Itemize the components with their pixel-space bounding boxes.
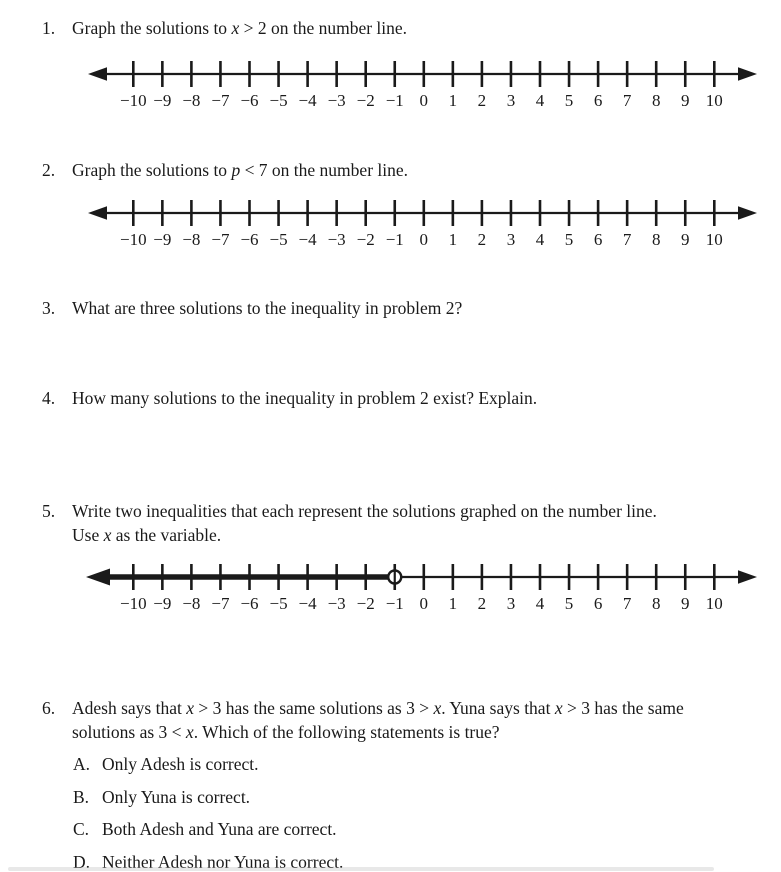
choice-d-label: D. — [73, 852, 91, 872]
problem-5-text-segment: Use — [72, 525, 104, 545]
tick-label: −4 — [298, 594, 317, 613]
tick-label: −6 — [240, 91, 259, 110]
problem-6-text-segment: > 3 has the same — [562, 698, 684, 718]
tick-label: 1 — [448, 91, 458, 110]
problem-2 — [42, 158, 758, 182]
problem-2-text-segment: Graph the solutions to — [72, 160, 232, 180]
problem-5-text-segment: Write two inequalities that each represent the solutions graphed on the number line. — [72, 501, 657, 521]
tick-label: 8 — [651, 594, 661, 613]
tick-label: −8 — [182, 91, 201, 110]
problem-2-variable: p — [231, 160, 241, 180]
problem-6-text-segment: Adesh says that — [72, 698, 187, 718]
problem-1-text-segment: > 2 on the number line. — [239, 18, 408, 38]
problem-6-text-segment: solutions as 3 < — [72, 722, 186, 742]
right-arrowhead — [738, 206, 757, 220]
problem-6-text-segment: . Yuna says that — [441, 698, 555, 718]
tick-label: −3 — [327, 91, 346, 110]
problem-1-text-segment: Graph the solutions to — [72, 18, 232, 38]
tick-label: 5 — [564, 594, 574, 613]
choice-a-label: A. — [73, 754, 91, 774]
tick-label: 4 — [535, 91, 545, 110]
tick-label: −1 — [385, 594, 404, 613]
solution-ray-arrowhead — [86, 569, 110, 586]
tick-label: 8 — [651, 230, 661, 249]
tick-label: 5 — [564, 230, 574, 249]
choice-d-text: Neither Adesh nor Yuna is correct. — [102, 852, 344, 872]
tick-label: 9 — [681, 594, 690, 613]
problem-1-number: 1. — [42, 18, 56, 38]
tick-label: 7 — [622, 91, 632, 110]
tick-label: −5 — [269, 594, 288, 613]
tick-label: 2 — [477, 91, 487, 110]
problem-4-number: 4. — [42, 388, 56, 408]
tick-label: −3 — [327, 594, 346, 613]
tick-label: 4 — [535, 230, 545, 249]
problem-2-text-segment: < 7 on the number line. — [240, 160, 409, 180]
tick-label: 0 — [419, 230, 429, 249]
problem-1-variable: x — [231, 18, 240, 38]
problem-1-text — [72, 16, 758, 40]
problem-2-text — [72, 158, 758, 182]
tick-label: −1 — [385, 91, 404, 110]
tick-label: 1 — [448, 594, 458, 613]
tick-label: −6 — [240, 230, 259, 249]
tick-label: −8 — [182, 594, 201, 613]
problem-3-text — [72, 296, 758, 320]
problem-3-number: 3. — [42, 298, 56, 318]
choice-b-text: Only Yuna is correct. — [102, 787, 251, 807]
tick-label: −2 — [356, 594, 375, 613]
tick-label: 7 — [622, 594, 632, 613]
tick-label: 3 — [506, 230, 516, 249]
problem-6-variable: x — [185, 722, 194, 742]
choice-c — [73, 818, 337, 840]
tick-label: −7 — [211, 91, 230, 110]
problem-4-text-segment: How many solutions to the inequality in problem 2 exist? Explain. — [72, 388, 538, 408]
tick-label: 1 — [448, 230, 458, 249]
tick-label: 3 — [506, 594, 516, 613]
tick-label: −9 — [153, 91, 172, 110]
problem-6-variable: x — [433, 698, 442, 718]
tick-label: 6 — [593, 230, 603, 249]
tick-label: 9 — [681, 91, 690, 110]
tick-label: 9 — [681, 230, 690, 249]
tick-label: −10 — [120, 91, 147, 110]
problem-5-text-segment: as the variable. — [111, 525, 222, 545]
problem-4 — [42, 386, 758, 410]
tick-label: −9 — [153, 594, 172, 613]
choice-a-text: Only Adesh is correct. — [102, 754, 259, 774]
problem-6-text-segment: > 3 has the same solutions as 3 > — [194, 698, 434, 718]
tick-label: −9 — [153, 230, 172, 249]
scan-artifact — [8, 867, 714, 871]
tick-label: 2 — [477, 594, 487, 613]
problem-6-variable: x — [186, 698, 195, 718]
tick-label: −1 — [385, 230, 404, 249]
problem-5 — [42, 499, 758, 547]
choice-a — [73, 753, 259, 775]
tick-label: −6 — [240, 594, 259, 613]
problem-6-text — [72, 696, 758, 744]
tick-label: 10 — [705, 594, 723, 613]
problem-4-text — [72, 386, 758, 410]
number-line-problem-5 — [0, 552, 781, 614]
problem-3 — [42, 296, 758, 320]
problem-6 — [42, 696, 758, 744]
number-line-problem-1 — [0, 49, 781, 111]
problem-3-text-segment: What are three solutions to the inequality in problem 2? — [72, 298, 463, 318]
tick-label: 6 — [593, 91, 603, 110]
tick-label: −10 — [120, 230, 147, 249]
number-line-problem-2 — [0, 188, 781, 250]
tick-label: 2 — [477, 230, 487, 249]
choice-c-text: Both Adesh and Yuna are correct. — [102, 819, 337, 839]
tick-label: 0 — [419, 91, 429, 110]
tick-label: −10 — [120, 594, 147, 613]
tick-label: −2 — [356, 230, 375, 249]
problem-2-number: 2. — [42, 160, 56, 180]
left-arrowhead — [88, 206, 107, 220]
problem-5-number: 5. — [42, 501, 56, 521]
tick-label: −5 — [269, 91, 288, 110]
problem-6-number: 6. — [42, 698, 56, 718]
choice-b — [73, 786, 250, 808]
tick-label: 4 — [535, 594, 545, 613]
right-arrowhead — [738, 570, 757, 584]
tick-label: 8 — [651, 91, 661, 110]
choice-b-label: B. — [73, 787, 90, 807]
tick-label: 0 — [419, 594, 429, 613]
left-arrowhead — [88, 67, 107, 81]
tick-label: −3 — [327, 230, 346, 249]
tick-label: −4 — [298, 230, 317, 249]
problem-5-variable: x — [103, 525, 112, 545]
tick-label: −5 — [269, 230, 288, 249]
tick-label: −2 — [356, 91, 375, 110]
right-arrowhead — [738, 67, 757, 81]
tick-label: −7 — [211, 594, 230, 613]
tick-label: 7 — [622, 230, 632, 249]
tick-label: −4 — [298, 91, 317, 110]
choice-c-label: C. — [73, 819, 90, 839]
tick-label: 6 — [593, 594, 603, 613]
tick-label: 10 — [705, 230, 723, 249]
problem-6-variable: x — [554, 698, 563, 718]
problem-1 — [42, 16, 758, 40]
problem-6-text-segment: . Which of the following statements is true? — [193, 722, 500, 742]
tick-label: 3 — [506, 91, 516, 110]
tick-label: 5 — [564, 91, 574, 110]
problem-5-text — [72, 499, 758, 547]
tick-label: 10 — [705, 91, 723, 110]
tick-label: −8 — [182, 230, 201, 249]
tick-label: −7 — [211, 230, 230, 249]
